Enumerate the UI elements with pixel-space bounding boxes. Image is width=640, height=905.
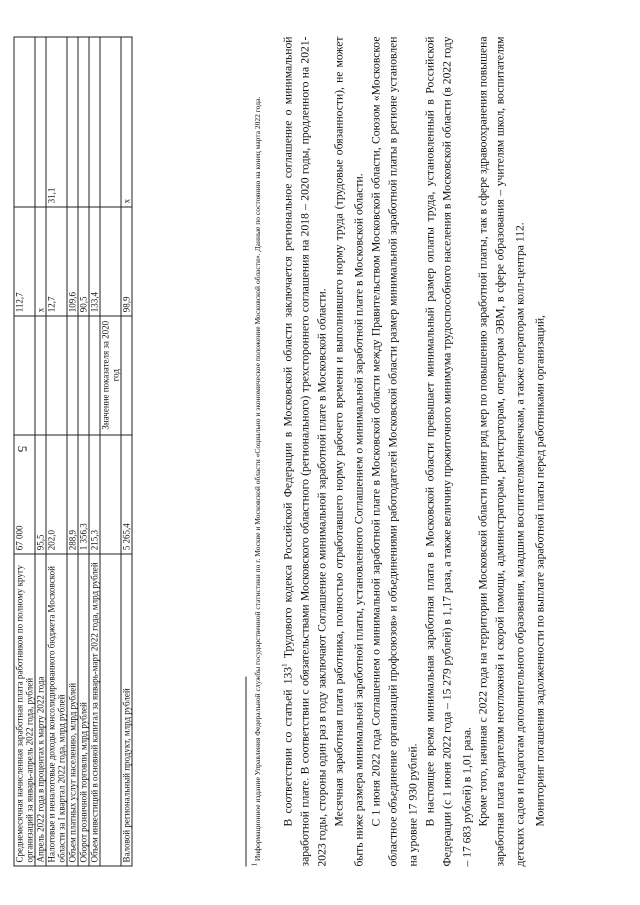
table-row xyxy=(14,37,35,866)
table-cell: x xyxy=(35,207,46,316)
table-cell xyxy=(100,554,121,866)
table-cell xyxy=(14,37,35,207)
table-cell: 1 356,3 xyxy=(78,435,89,554)
table-cell: 90,5 xyxy=(78,207,89,316)
footnote-marker: 1 xyxy=(250,863,259,867)
table-row xyxy=(78,37,89,866)
table-cell xyxy=(35,316,46,435)
table-row xyxy=(100,37,121,866)
table-cell xyxy=(100,207,121,316)
paragraph: Кроме того, начиная с 2022 года на территории Московской области принят ряд мер по повышению заработной платы, так в сфере здравоохранения повышена заработная плата водителям неотложной и скорой помощи, администраторам, регистраторам, операторам ЭВМ, в сфере образования – учителям школ, воспитателям детских садов и педагогам дополнительного образования, младшим воспитателям/нянечкам, а также операторам колл-центра 112. xyxy=(476,36,527,867)
footnote xyxy=(250,37,264,867)
table-cell: 5 265,4 xyxy=(121,435,132,554)
table-cell: 109,6 xyxy=(67,207,78,316)
footnote-text: Информационное издание Управления Федеральной службы государственной статистики по г. Москве и Московской области «Социально и экономическое положение Московской области». Данные по состоянию на конец марта 2022 года. xyxy=(253,96,262,862)
table-cell xyxy=(67,37,78,207)
table-cell xyxy=(14,316,35,435)
table-cell xyxy=(78,316,89,435)
table-row xyxy=(46,37,67,866)
paragraph: В настоящее время минимальная заработная плата в Московской области превышает минимальный размер оплаты труда, установленный в Российской Федерации (с 1 июня 2022 года – 15 279 рублей) в 1,17 раза, а также величину прожиточного минимума трудоспособного населения в Московской области (в 2022 году – 17 683 рублей) в 1,01 раза. xyxy=(423,36,473,867)
paragraph: Мониторинг погашения задолженности по выплате заработной платы перед работниками организаций, xyxy=(533,315,547,827)
table-cell: Оборот розничной торговли, млрд рублей xyxy=(78,554,89,866)
table-cell: Апрель 2022 года в процентах к марту 2022 года xyxy=(35,554,46,866)
table-row xyxy=(35,37,46,866)
footnote-divider xyxy=(246,677,247,867)
table-cell xyxy=(35,37,46,207)
table-cell: Налоговые и неналоговые доходы консолидированного бюджета Московской области за I квартал 2022 года, млрд рублей xyxy=(46,554,67,866)
table-cell: Валовой региональный продукт, млрд рублей xyxy=(121,554,132,866)
paragraph: Месячная заработная плата работника, полностью отработавшего норму рабочего времени и выполнившего норму труда (трудовые обязанности), не может быть ниже размера минимальной заработной платы, установленного Соглашением о минимальной заработной плате в Московской области. xyxy=(332,36,366,867)
table-row xyxy=(89,37,100,866)
table-cell xyxy=(100,435,121,554)
table-cell: 95,5 xyxy=(35,435,46,554)
table-subheader-cell: Значение показателя за 2020 год xyxy=(100,316,121,435)
table-cell: 288,9 xyxy=(67,435,78,554)
table-cell xyxy=(100,37,121,207)
body-text xyxy=(277,37,549,867)
table-cell: 67 000 xyxy=(14,435,35,554)
table-cell xyxy=(78,37,89,207)
table-cell: 133,4 xyxy=(89,207,100,316)
table-cell xyxy=(46,316,67,435)
table-cell: 202,0 xyxy=(46,435,67,554)
table-cell xyxy=(89,316,100,435)
table-cell: Среднемесячная начисленная заработная плата работников по полному кругу организаций за январь-апрель 2022 года, рублей xyxy=(14,554,35,866)
table-cell: Объем платных услуг населению, млрд рублей xyxy=(67,554,78,866)
table-cell: 98,9 xyxy=(121,207,132,316)
table-cell: 112,7 xyxy=(14,207,35,316)
table-cell: 31,1 xyxy=(46,37,67,207)
indicators-table xyxy=(14,37,133,867)
table-cell xyxy=(89,37,100,207)
table-cell: Объем инвестиций в основной капитал за январь-март 2022 года, млрд рублей xyxy=(89,554,100,866)
rotated-document-body xyxy=(12,30,608,875)
paragraph: В соответствии со статьей $133^1$ Трудового кодекса Российской Федерации в Московской области заключается региональное соглашение о минимальной заработной плате. В соответствии с обязательствами Московского областного (регионального) трехстороннего соглашения на 2018 – 2020 годы, продленного на 2021-2023 годы, стороны один раз в году заключают Соглашение о минимальной заработной плате в Московской области. xyxy=(280,36,329,867)
table-cell xyxy=(67,316,78,435)
table-cell: x xyxy=(121,37,132,207)
table-cell: 12,7 xyxy=(46,207,67,316)
table-row xyxy=(67,37,78,866)
table-cell xyxy=(121,316,132,435)
table-row xyxy=(121,37,132,866)
page-number: 5 xyxy=(15,445,30,453)
paragraph: С 1 июня 2022 года Соглашением о минимальной заработной плате в Московской области между Правительством Московской области, Союзом «Московское областное объединение организаций профсоюзов» и объединениями работодателей Московской области размер минимальной заработной платы в регионе установлен на уровне 17 930 рублей. xyxy=(369,36,420,867)
table-cell: 215,3 xyxy=(89,435,100,554)
